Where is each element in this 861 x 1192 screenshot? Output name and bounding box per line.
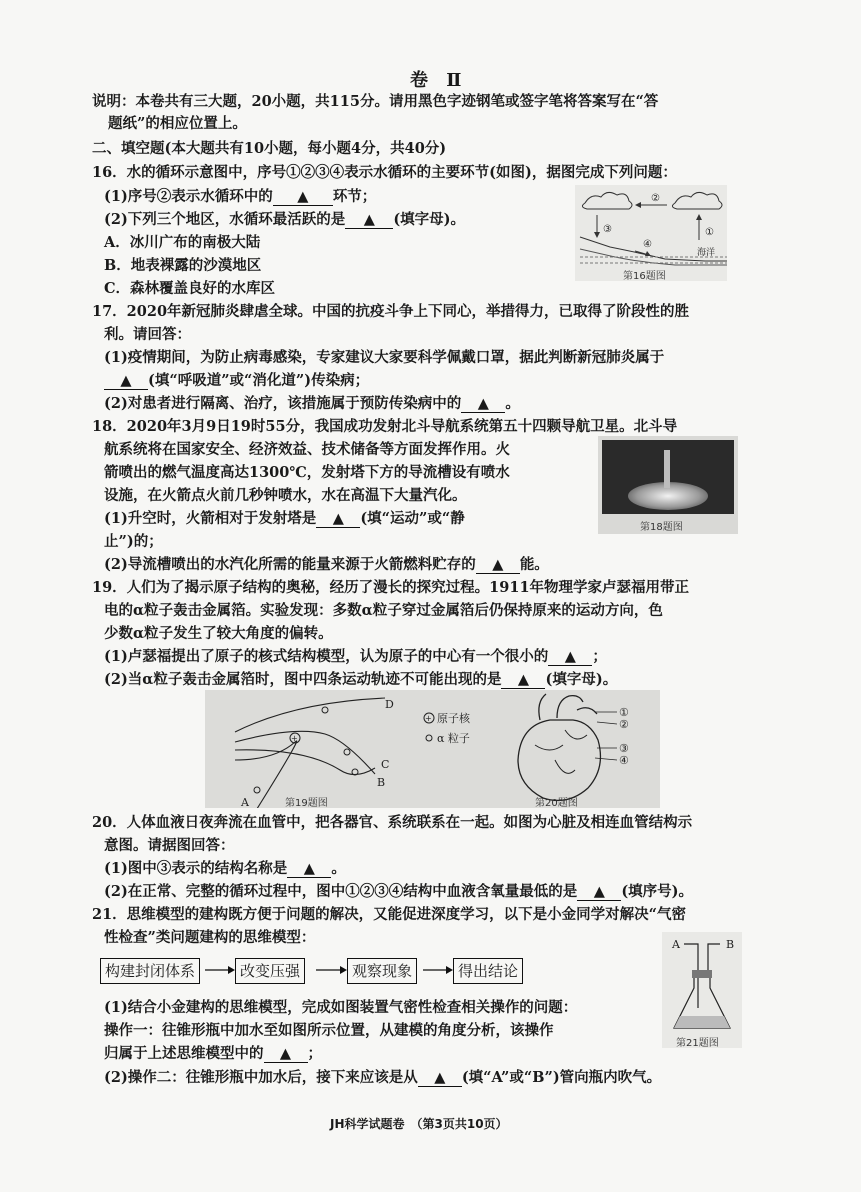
- answer-blank: ▲: [273, 189, 333, 206]
- q20-figure-caption: 第20题图: [535, 798, 578, 808]
- q18-part1-text: (1)升空时，火箭相对于发射塔是: [104, 510, 317, 527]
- q16-part1-tail: 环节；: [332, 188, 377, 205]
- q19-stem-1: 19．人们为了揭示原子结构的奥秘，经历了漫长的探究过程。1911年物理学家卢瑟福用带正: [92, 579, 690, 596]
- q16-water-cycle-figure: [575, 185, 727, 281]
- q17-part1-a: (1)疫情期间，为防止病毒感染，专家建议大家要科学佩戴口罩，据此判断新冠肺炎属于: [104, 349, 665, 366]
- q19-part1: [104, 647, 607, 667]
- intro-line-2: 题纸”的相应位置上。: [108, 115, 247, 132]
- model-flow-arrows: [195, 957, 615, 987]
- svg-text:+: +: [425, 714, 432, 723]
- q19-figure-caption: 第19题图: [285, 798, 328, 808]
- q19-label-b: B: [377, 776, 386, 789]
- q16-option-c: C．森林覆盖良好的水库区: [104, 280, 276, 297]
- arrow-right-icon: [228, 966, 235, 974]
- q21-stem-2: 性检查”类问题建构的思维模型：: [104, 929, 316, 946]
- q16-figure-caption: 第16题图: [623, 271, 666, 281]
- answer-blank: ▲: [287, 861, 331, 878]
- q19-stem-2: 电的α粒子轰击金属箔。实验发现：多数α粒子穿过金属箔后仍保持原来的运动方向，色: [104, 602, 663, 619]
- answer-blank: ▲: [501, 672, 545, 689]
- q21-label-b: B: [726, 938, 735, 951]
- q19-legend-alpha: α 粒子: [437, 732, 470, 745]
- q16-fig-label-sea: 海洋: [697, 248, 716, 258]
- q21-op1-tail: ；: [307, 1045, 322, 1062]
- q17-part2-tail: 。: [505, 395, 520, 412]
- q19-part2-tail: (填字母)。: [545, 671, 618, 688]
- q21-part2-text: (2)操作二：往锥形瓶中加水后，接下来应该是从: [104, 1069, 418, 1086]
- q16-part2-tail: (填字母)。: [393, 211, 466, 228]
- page-footer: JH科学试题卷 （第3页共10页）: [330, 1117, 508, 1131]
- q19-legend-nucleus: 原子核: [437, 712, 470, 725]
- q18-part2-text: (2)导流槽喷出的水汽化所需的能量来源于火箭燃料贮存的: [104, 556, 476, 573]
- page-title: 卷 Ⅱ: [410, 70, 468, 91]
- arrow-right-icon: [340, 966, 347, 974]
- q20-part2-tail: (填序号)。: [621, 883, 694, 900]
- answer-blank: ▲: [345, 212, 393, 229]
- q17-stem-2: 利。请回答：: [104, 326, 191, 343]
- q16-fig-label-3: ③: [603, 224, 612, 235]
- q19-label-a: A: [241, 796, 249, 808]
- q17-part2-text: (2)对患者进行隔离、治疗，该措施属于预防传染病中的: [104, 395, 462, 412]
- q20-part1: [104, 859, 346, 879]
- q18-stem-2: 航系统将在国家安全、经济效益、技术储备等方面发挥作用。火: [104, 441, 510, 458]
- q21-op1-b: [104, 1044, 322, 1064]
- q21-figure-caption: 第21题图: [676, 1038, 719, 1048]
- conical-flask-diagram: [662, 932, 742, 1048]
- q20-label-3: ③: [619, 742, 629, 755]
- q21-flask-figure: [662, 932, 742, 1048]
- q18-part2: [104, 555, 549, 575]
- q19-part2-text: (2)当α粒子轰击金属箔时，图中四条运动轨迹不可能出现的是: [104, 671, 502, 688]
- answer-blank: ▲: [316, 511, 360, 528]
- q16-fig-label-1: ①: [705, 227, 714, 238]
- answer-blank: ▲: [104, 373, 148, 390]
- q16-part1-text: (1)序号②表示水循环中的: [104, 188, 273, 205]
- rocket-body: [664, 450, 670, 488]
- q16-fig-label-2: ②: [651, 193, 660, 204]
- q18-rocket-launch-photo: [598, 436, 738, 534]
- answer-blank: ▲: [418, 1070, 462, 1087]
- answer-blank: ▲: [264, 1046, 308, 1063]
- model-step-4: 得出结论: [453, 958, 523, 984]
- q16-part2-text: (2)下列三个地区，水循环最活跃的是: [104, 211, 346, 228]
- answer-blank: ▲: [548, 649, 592, 666]
- q20-label-1: ①: [619, 706, 629, 719]
- answer-blank: ▲: [461, 396, 505, 413]
- q17-part2: [104, 394, 520, 414]
- q20-part2-text: (2)在正常、完整的循环过程中，图中①②③④结构中血液含氧量最低的是: [104, 883, 578, 900]
- q21-op1-a: 操作一：往锥形瓶中加水至如图所示位置，从建模的角度分析，该操作: [104, 1022, 554, 1039]
- q18-stem-3: 箭喷出的燃气温度高达1300℃，发射塔下方的导流槽设有喷水: [104, 464, 510, 481]
- q21-part2: [104, 1068, 661, 1088]
- q21-stem-1: 21．思维模型的建构既方便于问题的解决，又能促进深度学习，以下是小金同学对解决“气密: [92, 906, 687, 923]
- q20-stem-1: 20．人体血液日夜奔流在血管中，把各器官、系统联系在一起。如图为心脏及相连血管结构示: [92, 814, 693, 831]
- arrow-right-icon: [446, 966, 453, 974]
- q18-stem-4: 设施，在火箭点火前几秒钟喷水，水在高温下大量汽化。: [104, 487, 467, 504]
- q17-stem-1: 17．2020年新冠肺炎肆虐全球。中国的抗疫斗争上下同心，举措得力，已取得了阶段性的胜: [92, 303, 690, 320]
- alpha-scattering-and-heart-diagrams: [205, 690, 660, 808]
- q20-label-2: ②: [619, 718, 629, 731]
- q18-figure-caption: 第18题图: [640, 522, 683, 533]
- q19-label-c: C: [381, 758, 390, 771]
- q17-part1-b: [104, 371, 369, 391]
- q16-stem: 16．水的循环示意图中，序号①②③④表示水循环的主要环节(如图)，据图完成下列问题：: [92, 164, 677, 181]
- section-heading: 二、填空题(本大题共有10小题，每小题4分，共40分): [92, 140, 447, 157]
- q16-part1: [104, 187, 376, 207]
- intro-line-1: 说明：本卷共有三大题，20小题，共115分。请用黑色字迹钢笔或签字笔将答案写在“答: [92, 93, 659, 110]
- answer-blank: ▲: [476, 557, 520, 574]
- q19-part2: [104, 670, 617, 690]
- q19-part1-text: (1)卢瑟福提出了原子的核式结构模型，认为原子的中心有一个很小的: [104, 648, 549, 665]
- q21-part2-tail: (填“A”或“B”)管向瓶内吹气。: [461, 1069, 662, 1086]
- q19-q20-figure-strip: [205, 690, 660, 808]
- q20-label-4: ④: [619, 754, 629, 767]
- q21-label-a: A: [672, 938, 680, 951]
- q18-part1-tail: (填“运动”或“静: [360, 510, 465, 527]
- q21-op1-text: 归属于上述思维模型中的: [104, 1045, 264, 1062]
- model-step-3: 观察现象: [347, 958, 417, 984]
- svg-text:+: +: [291, 734, 298, 743]
- q19-stem-3: 少数α粒子发生了较大角度的偏转。: [104, 625, 333, 642]
- q18-stem-1: 18．2020年3月9日19时55分，我国成功发射北斗导航系统第五十四颗导航卫星。北斗导: [92, 418, 678, 435]
- q16-part2: [104, 210, 465, 230]
- model-step-2: 改变压强: [235, 958, 305, 984]
- q16-option-b: B．地表裸露的沙漠地区: [104, 257, 262, 274]
- q16-option-a: A．冰川广布的南极大陆: [104, 234, 261, 251]
- q20-part2: [104, 882, 693, 902]
- q18-part1-cont: 止”)的；: [104, 533, 163, 550]
- q17-part1-tail: (填“呼吸道”或“消化道”)传染病；: [148, 372, 370, 389]
- q21-part1: (1)结合小金建构的思维模型，完成如图装置气密性检查相关操作的问题：: [104, 999, 578, 1016]
- answer-blank: ▲: [577, 884, 621, 901]
- model-step-1: 构建封闭体系: [100, 958, 200, 984]
- q16-fig-label-4: ④: [643, 239, 652, 250]
- q20-part1-text: (1)图中③表示的结构名称是: [104, 860, 288, 877]
- q19-label-d: D: [385, 698, 394, 711]
- q19-part1-tail: ；: [592, 648, 607, 665]
- q18-part1: [104, 509, 465, 529]
- q20-part1-tail: 。: [331, 860, 346, 877]
- q20-stem-2: 意图。请据图回答：: [104, 837, 235, 854]
- q18-part2-tail: 能。: [519, 556, 549, 573]
